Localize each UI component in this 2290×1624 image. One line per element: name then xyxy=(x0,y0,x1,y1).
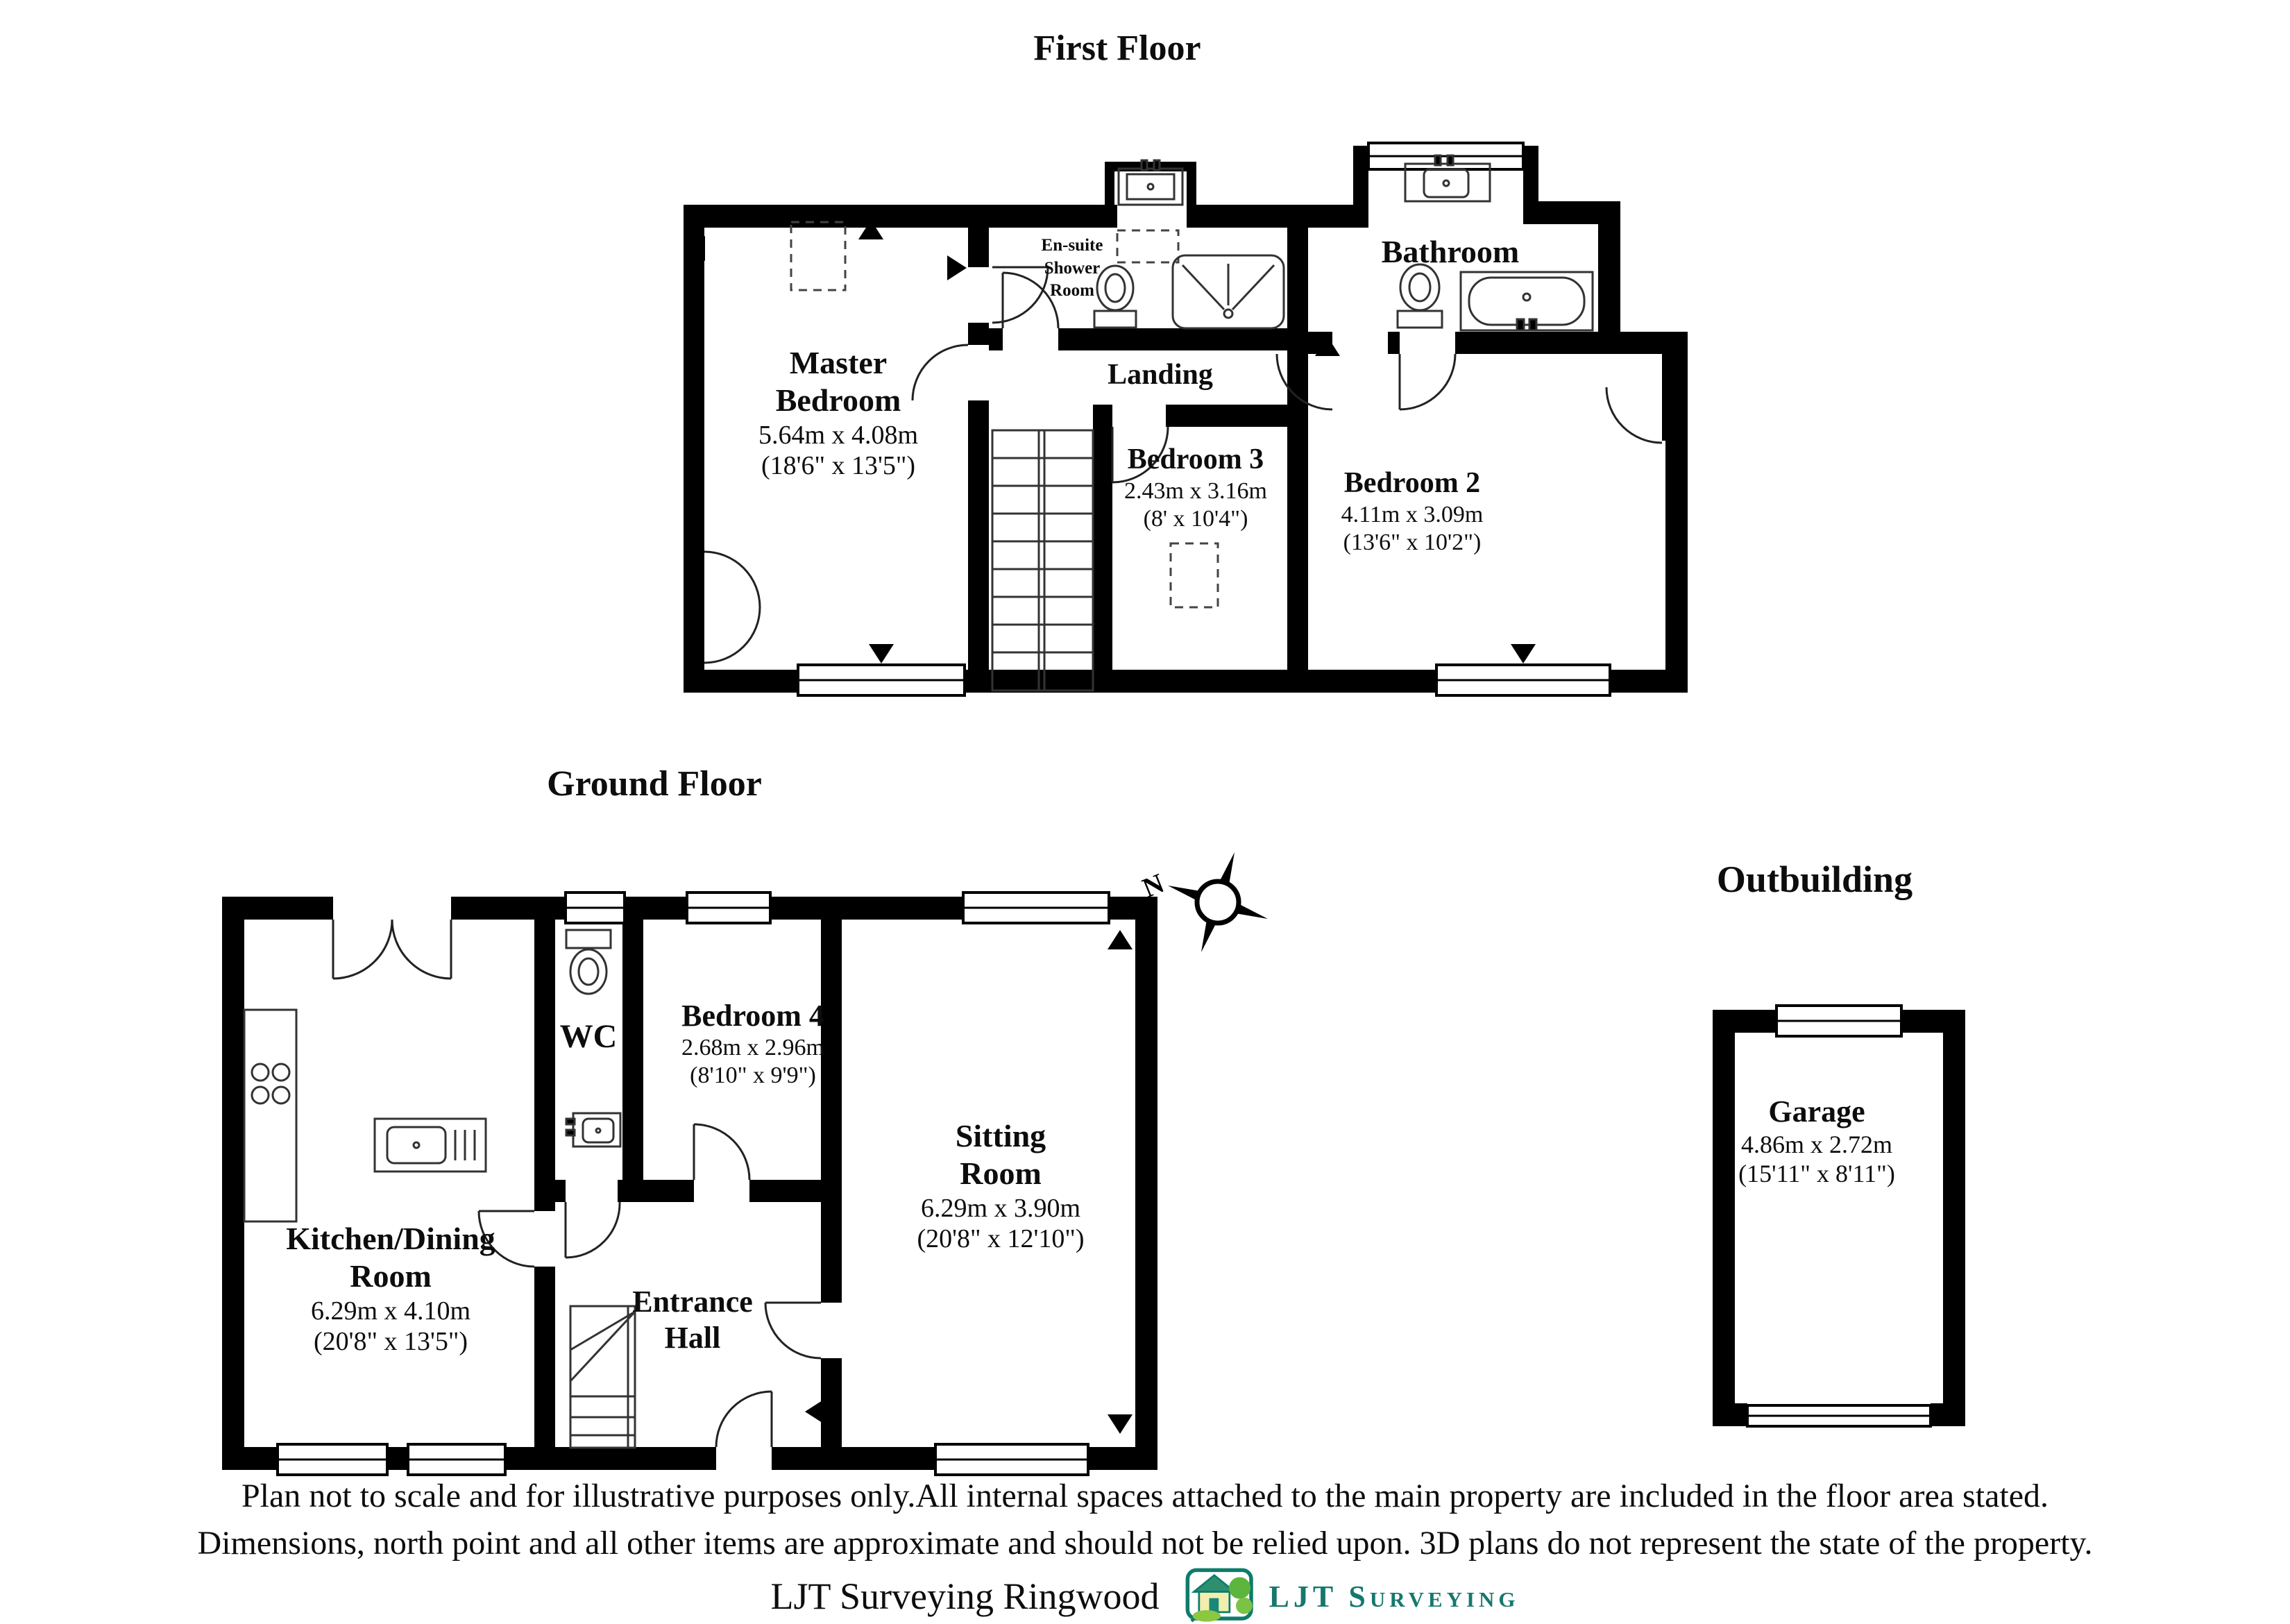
room-name: En-suite xyxy=(1041,236,1103,255)
room-label-garage xyxy=(1678,1094,1956,1189)
room-name: Bedroom xyxy=(775,382,901,418)
outbuilding-title: Outbuilding xyxy=(1716,858,1913,900)
room-name: Master xyxy=(789,345,888,380)
room-dim-imperial: (20'8" x 12'10") xyxy=(917,1224,1085,1254)
garage-door xyxy=(1747,1405,1931,1426)
outbuilding-walls xyxy=(1713,1010,1965,1426)
room-label-bedroom2 xyxy=(1273,466,1551,557)
room-label-bathroom xyxy=(1312,233,1589,271)
room-label-master-bedroom xyxy=(665,344,1012,482)
room-dim-metric: 2.43m x 3.16m xyxy=(1124,477,1267,504)
room-label-kitchen-dining xyxy=(217,1220,564,1357)
room-label-ensuite xyxy=(989,235,1155,303)
room-dim-imperial: (15'11" x 8'11") xyxy=(1738,1160,1895,1188)
room-dim-imperial: (8'10" x 9'9") xyxy=(690,1063,816,1089)
room-dim-metric: 5.64m x 4.08m xyxy=(758,420,919,450)
bath-icon xyxy=(1461,272,1593,330)
bathroom-toilet-icon xyxy=(1398,264,1442,328)
room-dim-metric: 6.29m x 3.90m xyxy=(920,1193,1081,1223)
compass-north-label: N xyxy=(1137,867,1169,904)
ljt-logo-house-icon xyxy=(1182,1567,1259,1624)
room-name: Room xyxy=(350,1258,432,1294)
room-dim-imperial: (13'6" x 10'2") xyxy=(1343,529,1482,555)
room-name: Room xyxy=(1050,281,1094,300)
room-label-entrance-hall xyxy=(588,1284,797,1356)
ljt-surveying-logo xyxy=(1182,1567,1519,1624)
company-name: LJT Surveying Ringwood xyxy=(770,1575,1160,1617)
footer-disclaimer-line-2: Dimensions, north point and all other items are approximate and should not be relied upon. 3D plans do not represent the state of the property. xyxy=(197,1525,2093,1562)
garage-window xyxy=(1776,1006,1901,1036)
first-floor-title: First Floor xyxy=(1033,28,1201,68)
room-name: Room xyxy=(960,1156,1042,1192)
room-label-landing xyxy=(1021,358,1299,393)
ljt-logo-text: LJT Surveying xyxy=(1269,1579,1520,1614)
room-name: Bedroom 4 xyxy=(681,999,824,1033)
room-name: Bedroom 2 xyxy=(1343,467,1481,499)
room-name: WC xyxy=(559,1018,618,1055)
room-name: Garage xyxy=(1768,1094,1865,1128)
room-name: Entrance xyxy=(632,1285,753,1319)
footer-company-row xyxy=(0,1567,2290,1624)
room-name: Landing xyxy=(1108,359,1213,391)
room-name: Bathroom xyxy=(1381,234,1520,269)
room-name: Hall xyxy=(664,1320,721,1355)
shower-icon xyxy=(1173,255,1284,328)
wc-sink-icon xyxy=(566,1113,620,1147)
wc-toilet-icon xyxy=(566,930,611,994)
room-name: Kitchen/Dining xyxy=(286,1221,495,1256)
room-label-sitting-room xyxy=(862,1117,1139,1255)
room-dim-imperial: (20'8" x 13'5") xyxy=(313,1327,468,1357)
room-name: Shower xyxy=(1044,258,1101,278)
room-dim-metric: 6.29m x 4.10m xyxy=(310,1296,471,1326)
outbuilding-plan xyxy=(1713,1006,1965,1426)
kitchen-counter-icon xyxy=(244,1010,296,1221)
ground-floor-title: Ground Floor xyxy=(547,764,762,804)
room-dim-metric: 4.86m x 2.72m xyxy=(1740,1130,1892,1158)
room-name: Sitting xyxy=(955,1118,1046,1153)
room-name: Bedroom 3 xyxy=(1127,443,1264,475)
footer-disclaimer-line-1: Plan not to scale and for illustrative purposes only.All internal spaces attached to the main property are included in the floor area stated. xyxy=(241,1478,2049,1514)
room-label-bedroom4 xyxy=(614,998,892,1090)
kitchen-sink-icon xyxy=(375,1119,486,1172)
room-dim-imperial: (8' x 10'4") xyxy=(1143,505,1248,532)
room-dim-imperial: (18'6" x 13'5") xyxy=(761,451,916,481)
room-dim-metric: 4.11m x 3.09m xyxy=(1341,501,1484,527)
room-dim-metric: 2.68m x 2.96m xyxy=(681,1034,824,1060)
